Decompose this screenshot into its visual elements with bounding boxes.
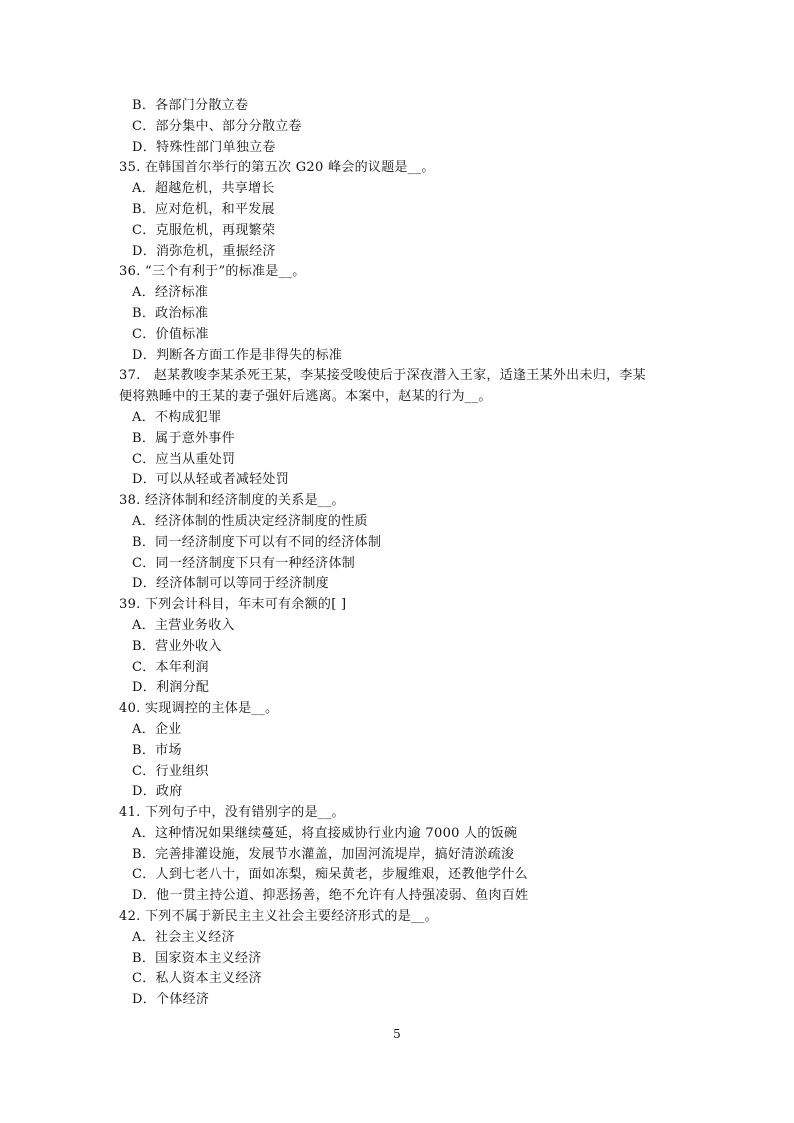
answer-option: C．部分集中、部分分散立卷	[132, 118, 302, 134]
question-text: 37. 赵某教唆李某杀死王某，李某接受唆使后于深夜潜入王家，适逢王某外出未归，李某	[119, 368, 646, 384]
answer-option: C．私人资本主义经济	[132, 971, 262, 987]
question-text: 42. 下列不属于新民主主义社会主要经济形式的是__。	[119, 909, 438, 925]
answer-option: B．属于意外事件	[132, 430, 235, 446]
question-text: 39. 下列会计科目，年末可有余额的[ ]	[119, 597, 347, 613]
answer-option: B．市场	[132, 742, 182, 758]
answer-option: A．不构成犯罪	[132, 409, 222, 425]
answer-option: C．克服危机，再现繁荣	[132, 222, 276, 238]
answer-option: C．价值标准	[132, 326, 209, 342]
answer-option: D．特殊性部门单独立卷	[132, 139, 276, 155]
answer-option: C．人到七老八十，面如冻梨，痴呆黄老，步履维艰，还教他学什么	[132, 867, 528, 883]
question-text: 38. 经济体制和经济制度的关系是__。	[119, 493, 345, 509]
answer-option: B．完善排灌设施，发展节水灌盖，加固河流堤岸，搞好清淤疏浚	[132, 846, 515, 862]
answer-option: B．同一经济制度下可以有不同的经济体制	[132, 534, 382, 550]
answer-option: D．可以从轻或者减轻处罚	[132, 472, 290, 488]
answer-option: D．政府	[132, 784, 183, 800]
answer-option: B．政治标准	[132, 305, 209, 321]
answer-option: A．企业	[132, 721, 182, 737]
question-text: 40. 实现调控的主体是__。	[119, 701, 279, 717]
answer-option: C．同一经济制度下只有一种经济体制	[132, 555, 356, 571]
answer-option: A．社会主义经济	[132, 929, 235, 945]
answer-option: B．应对危机，和平发展	[132, 201, 275, 217]
answer-option: B．营业外收入	[132, 638, 222, 654]
answer-option: A．主营业务收入	[132, 617, 235, 633]
question-text: 35. 在韩国首尔举行的第五次 G20 峰会的议题是__。	[119, 160, 435, 176]
answer-option: D．个体经济	[132, 992, 210, 1008]
answer-option: D．利润分配	[132, 680, 210, 696]
answer-option: C．行业组织	[132, 763, 209, 779]
question-text: 41. 下列句子中，没有错别字的是__。	[119, 805, 345, 821]
question-text: 36. “三个有利于”的标准是__。	[119, 264, 306, 280]
answer-option: D．判断各方面工作是非得失的标准	[132, 347, 343, 363]
answer-option: B．国家资本主义经济	[132, 950, 262, 966]
answer-option: A．超越危机，共享增长	[132, 181, 275, 197]
exam-content	[119, 96, 679, 1011]
answer-option: A．经济体制的性质决定经济制度的性质	[132, 513, 368, 529]
answer-option: D．经济体制可以等同于经济制度	[132, 576, 329, 592]
question-text: 便将熟睡中的王某的妻子强奸后逃离。本案中，赵某的行为__。	[119, 389, 492, 405]
page-number: 5	[393, 1027, 401, 1041]
answer-option: C．应当从重处罚	[132, 451, 236, 467]
answer-option: A．经济标准	[132, 285, 209, 301]
answer-option: D．他一贯主持公道、抑恶扬善，绝不允许有人持强凌弱、鱼肉百姓	[132, 888, 529, 904]
answer-option: A．这种情况如果继续蔓延，将直接威协行业内逾 7000 人的饭碗	[132, 825, 518, 841]
answer-option: C．本年利润	[132, 659, 209, 675]
answer-option: B．各部门分散立卷	[132, 98, 249, 113]
answer-option: D．消弥危机，重振经济	[132, 243, 276, 259]
